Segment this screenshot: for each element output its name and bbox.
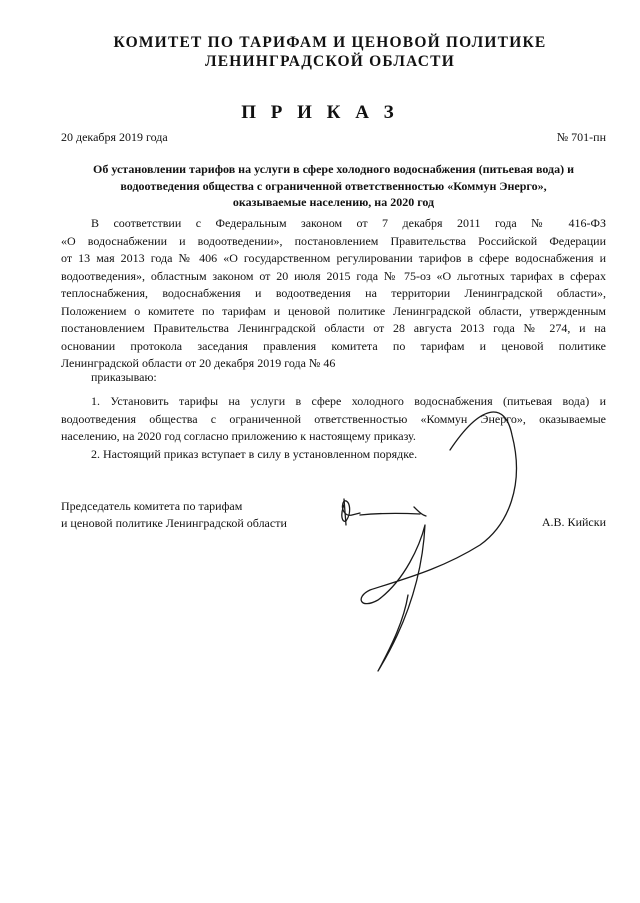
preamble-line: В соответствии с Федеральным законом от 7 декабря 2011 года № 416-ФЗ (91, 216, 606, 230)
preamble-line: «О водоснабжении и водоотведении», постановлением Правительства Российской Федерации (61, 233, 606, 248)
subject-line1: Об установлении тарифов на услуги в сфере холодного водоснабжения (питьевая вода) и (93, 162, 574, 176)
order-item-line: водоотведения общества с ограниченной ответственностью «Коммун Энерго», оказываемые (61, 411, 606, 426)
order-item-line: 1. Установить тарифы на услуги в сфере холодного водоснабжения (питьевая вода) и (91, 394, 606, 408)
preamble-line: водоотведения», областным законом от 20 июля 2015 года № 75-оз «О льготных тарифах в сферах (61, 268, 606, 283)
preamble-paragraph (61, 215, 606, 373)
document-number: № 701-пн (556, 130, 606, 144)
preamble-line: основании протокола заседания правления комитета по тарифам и ценовой политике (61, 338, 606, 353)
handwritten-signature (330, 395, 560, 685)
signatory-title-line1: Председатель комитета по тарифам (61, 499, 243, 513)
preamble-line: теплоснабжения, водоснабжения и водоотведения на территории Ленинградской области», (61, 286, 606, 300)
subject-line3: оказываемые населению, на 2020 год (232, 195, 435, 209)
subject-line2: водоотведения общества с ограниченной ответственностью «Коммун Энерго», (120, 178, 547, 193)
document-date: 20 декабря 2019 года (61, 130, 168, 144)
order-word: приказываю: (91, 370, 157, 384)
preamble-line: Положением о комитете по тарифам и ценовой политике Ленинградской области, утвержденным (61, 303, 606, 318)
organization-name (60, 33, 600, 71)
organization-name-line2: ЛЕНИНГРАДСКОЙ ОБЛАСТИ (205, 53, 455, 70)
preamble-line: Ленинградской области от 20 декабря 2019 года № 46 (61, 356, 336, 370)
order-item-line: населению, на 2020 год согласно приложению к настоящему приказу. (61, 429, 416, 443)
organization-name-line1: КОМИТЕТ ПО ТАРИФАМ И ЦЕНОВОЙ ПОЛИТИКЕ (113, 34, 547, 51)
document-subject (61, 161, 606, 211)
signatory-name: А.В. Кийски (541, 515, 606, 529)
preamble-line: постановлением Правительства Ленинградской области от 28 августа 2013 года № 274, и на (61, 321, 606, 335)
preamble-line: от 13 мая 2013 года № 406 «О государственном регулировании тарифов в сфере водоснабжения и (61, 251, 606, 265)
signatory-title-line2: и ценовой политике Ленинградской области (61, 516, 287, 530)
document-type: П Р И К А З (241, 102, 399, 123)
signatory-title (61, 498, 287, 532)
order-item-line: 2. Настоящий приказ вступает в силу в установленном порядке. (91, 446, 418, 461)
